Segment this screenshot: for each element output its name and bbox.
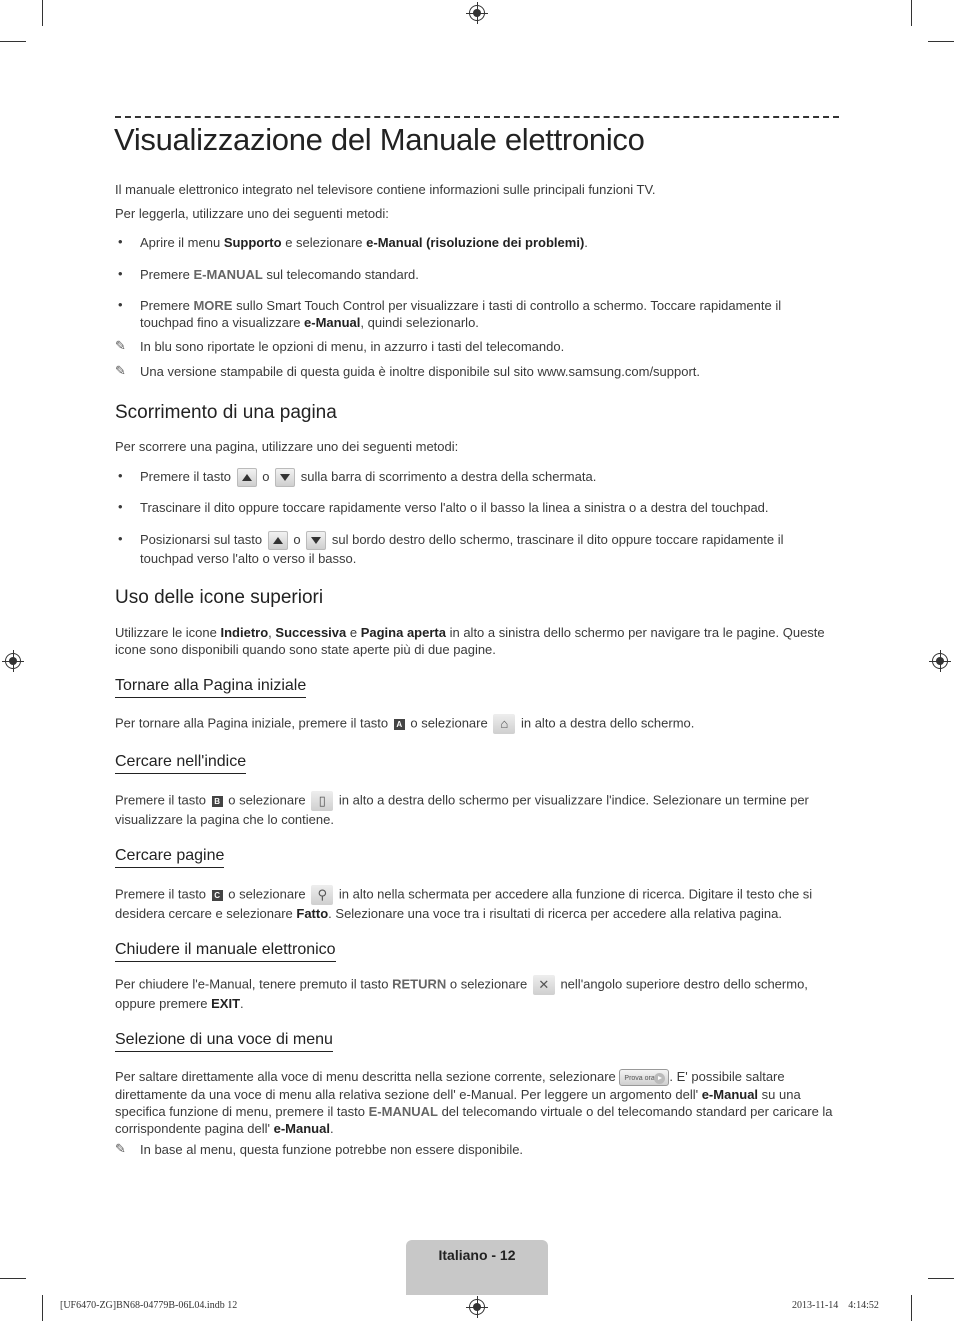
crop-mark: [928, 41, 954, 42]
page-title: Visualizzazione del Manuale elettronico: [114, 122, 645, 157]
section-text: Per saltare direttamente alla voce di menu descritta nella sezione corrente, selezionare Prova ora . E' possibile saltare direttamente da una voce di menu alla relativa sezione dell' e-Manual. Per leggere un argomento dell' e-Manual su una specifica funzione di menu, premere il tasto E-MANUAL del telecomando virtuale o del telecomando standard per caricare la corrispondente pagina dell' e-Manual.: [115, 1069, 833, 1137]
key-b-icon: B: [212, 796, 223, 807]
section-heading: Scorrimento di una pagina: [115, 402, 337, 423]
list-item: Posizionarsi sul tasto o sul bordo destro dello schermo, trascinare il dito oppure toccare rapidamente il touchpad verso l'alto o verso il basso.: [140, 532, 784, 567]
try-now-button: Prova ora: [619, 1069, 669, 1086]
registration-mark-icon: [469, 1299, 485, 1315]
crop-mark: [42, 1295, 43, 1321]
section-text: Premere il tasto B o selezionare ▯ in alto a destra dello schermo per visualizzare l'indice. Selezionare un termine per visualizzare la pagina che lo contiene.: [115, 792, 809, 827]
footer-timestamp: 2013-11-14 4:14:52: [792, 1300, 879, 1311]
crop-mark: [911, 1295, 912, 1321]
note-icon: ✎: [115, 338, 126, 353]
intro-text: Per leggerla, utilizzare uno dei seguenti metodi:: [115, 206, 389, 221]
arrow-down-icon: [306, 531, 326, 550]
bullet: •: [118, 297, 123, 312]
search-icon: ⚲: [311, 885, 333, 905]
note-icon: ✎: [115, 1141, 126, 1156]
bullet: •: [118, 266, 123, 281]
intro-text: Il manuale elettronico integrato nel televisore contiene informazioni sulle principali funzioni TV.: [115, 182, 656, 197]
arrow-up-icon: [237, 468, 257, 487]
note-text: In blu sono riportate le opzioni di menu, in azzurro i tasti del telecomando.: [140, 339, 565, 354]
section-text: Utilizzare le icone Indietro, Successiva e Pagina aperta in alto a sinistra dello schermo per navigare tra le pagine. Queste icone sono disponibili quando sono state aperte più di due pagine.: [115, 625, 825, 657]
section-text: Per chiudere l'e-Manual, tenere premuto il tasto RETURN o selezionare ✕ nell'angolo superiore destro dello schermo, oppure premere EXIT.: [115, 976, 808, 1011]
subsection-heading: Cercare nell'indice: [115, 753, 246, 774]
list-item: Aprire il menu Supporto e selezionare e-Manual (risoluzione dei problemi).: [140, 235, 588, 250]
bullet: •: [118, 234, 123, 249]
close-icon: ✕: [533, 975, 555, 995]
section-intro: Per scorrere una pagina, utilizzare uno dei seguenti metodi:: [115, 439, 459, 454]
list-item: Premere il tasto o sulla barra di scorrimento a destra della schermata.: [140, 468, 830, 487]
play-icon: [654, 1073, 665, 1084]
crop-mark: [42, 0, 43, 26]
note-text: In base al menu, questa funzione potrebbe non essere disponibile.: [140, 1142, 524, 1157]
list-item: Premere E-MANUAL sul telecomando standard.: [140, 267, 419, 282]
bullet: •: [118, 468, 123, 483]
note-text: Una versione stampabile di questa guida è inoltre disponibile sul sito www.samsung.com/support.: [140, 364, 701, 379]
bullet: •: [118, 499, 123, 514]
title-divider: [115, 116, 839, 118]
subsection-heading: Cercare pagine: [115, 847, 224, 868]
arrow-down-icon: [275, 468, 295, 487]
section-heading: Uso delle icone superiori: [115, 587, 324, 608]
subsection-heading: Selezione di una voce di menu: [115, 1031, 333, 1052]
home-icon: ⌂: [493, 714, 515, 734]
registration-mark-icon: [5, 653, 21, 669]
arrow-up-icon: [268, 531, 288, 550]
section-text: Premere il tasto C o selezionare ⚲ in alto nella schermata per accedere alla funzione di ricerca. Digitare il testo che si desidera cercare e selezionare Fatto. Selezionare una voce tra i risultati di ricerca per accedere alla relativa pagina.: [115, 886, 813, 921]
list-item: Premere MORE sullo Smart Touch Control per visualizzare i tasti di controllo a schermo. Toccare rapidamente il touchpad fino a visualizzare e-Manual, quindi selezionarlo.: [140, 298, 782, 330]
registration-mark-icon: [469, 5, 485, 21]
crop-mark: [0, 1278, 26, 1279]
page-number-tab: [406, 1240, 548, 1295]
note-icon: ✎: [115, 363, 126, 378]
crop-mark: [0, 41, 26, 42]
subsection-heading: Tornare alla Pagina iniziale: [115, 677, 306, 698]
crop-mark: [911, 0, 912, 26]
crop-mark: [928, 1278, 954, 1279]
registration-mark-icon: [932, 653, 948, 669]
subsection-heading: Chiudere il manuale elettronico: [115, 941, 336, 962]
page-number: Italiano - 12: [438, 1247, 516, 1263]
section-text: Per tornare alla Pagina iniziale, premere il tasto A o selezionare ⌂ in alto a destra dello schermo.: [115, 714, 835, 734]
key-a-icon: A: [394, 719, 405, 730]
footer-file-info: [UF6470-ZG]BN68-04779B-06L04.indb 12: [60, 1300, 238, 1311]
index-icon: ▯: [311, 791, 333, 811]
list-item: Trascinare il dito oppure toccare rapidamente verso l'alto o il basso la linea a sinistra o a destra del touchpad.: [140, 500, 769, 515]
key-c-icon: C: [212, 890, 223, 901]
bullet: •: [118, 531, 123, 546]
